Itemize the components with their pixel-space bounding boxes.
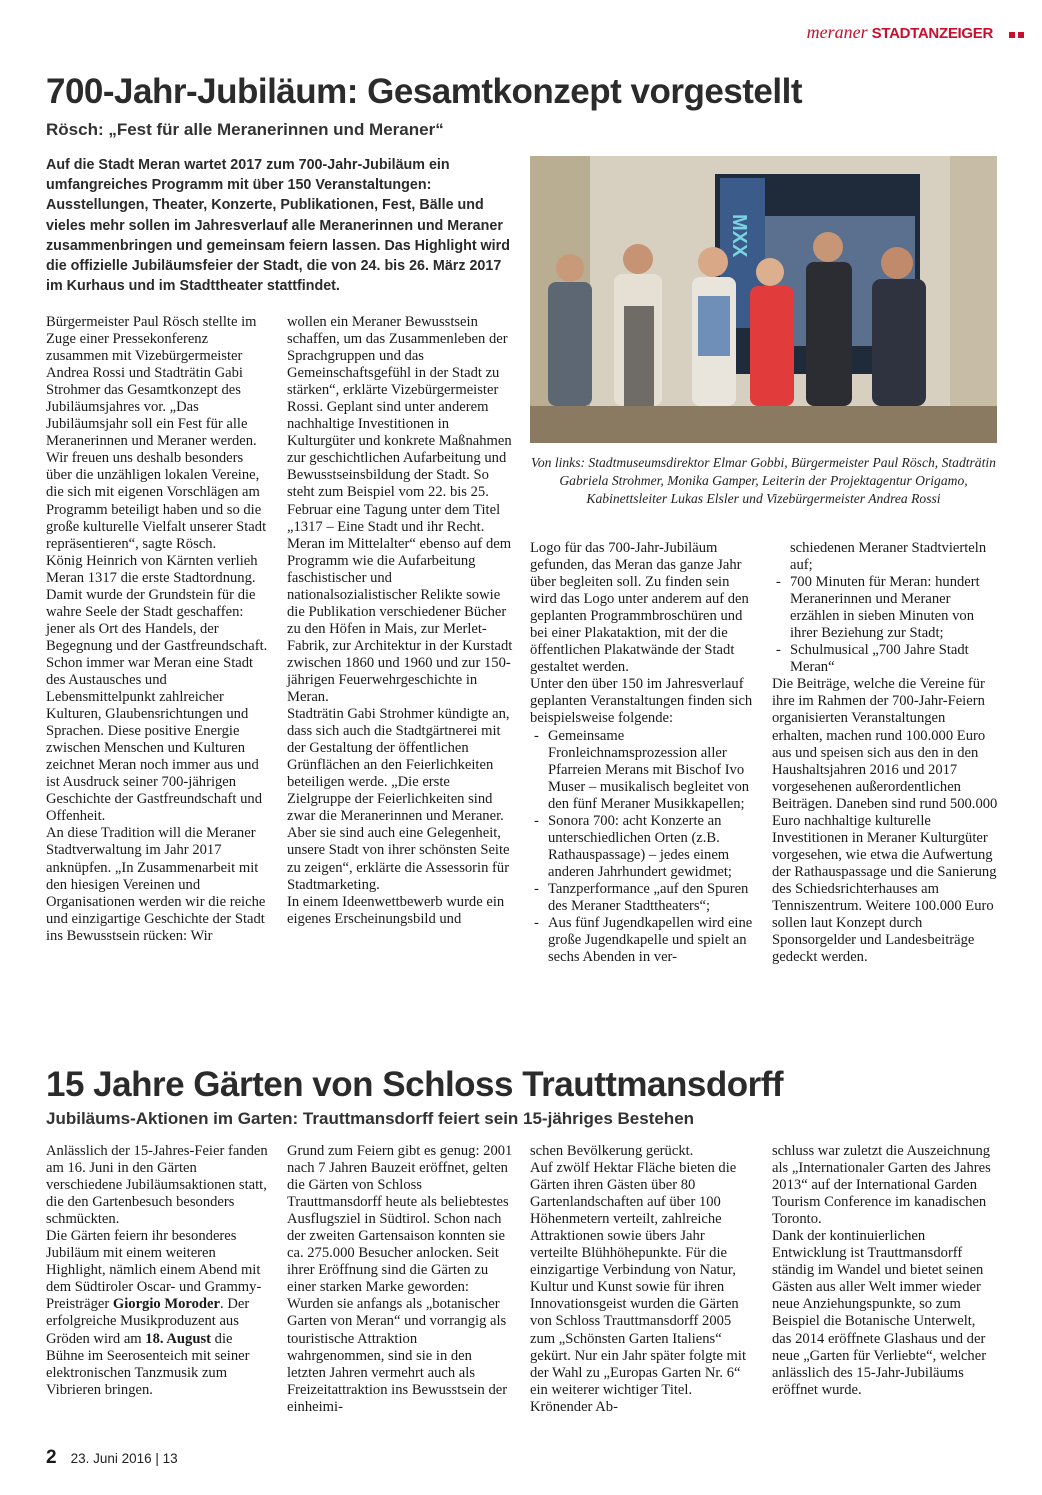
paragraph: Bürgermeister Paul Rösch stellte im Zuge einer Pressekonferenz zusammen mit Vizebürgermeister Andrea Rossi und Stadträtin Gabi Strohmer das Gesamtkonzept des Jubiläumsjahres vor. „Das Jubiläumsjahr soll ein Fest für alle Meranerinnen und Meraner werden. Wir freuen uns deshalb besonders über die unzähligen lokalen Vereine, die sich mit eigenen Vorschlägen am Programm beteiligt haben und so die große kulturelle Vielfalt unserer Stadt repräsentieren“, sagte Rösch. [46,314,267,552]
paragraph: Auf zwölf Hektar Fläche bieten die Gärten ihren Gästen über 80 Gartenlandschaften auf über 100 Höhenmetern verteilt, zahlreiche Attraktionen sowie übers Jahr verteilte Blühhöhepunkte. Für die einzigartige Verbindung von Natur, Kultur und Kunst sowie für ihren Innovationsgeist wurden die Gärten von Schloss Trauttmansdorff 2005 zum „Schönsten Garten Italiens“ gekürt. Nur ein Jahr später folgte mit der Wahl zu „Europas Garten Nr. 6“ ein weiterer wichtiger Titel. Krönender Ab- [530,1160,747,1415]
paragraph: schluss war zuletzt die Auszeichnung als „Internationaler Garten des Jahres 2013“ auf der International Garden Tourism Conference im kanadischen Toronto. [772,1143,991,1228]
paragraph: Dank der kontinuierlichen Entwicklung ist Trauttmansdorff ständig im Wandel und bietet seinen Gästen aus aller Welt immer wieder neue Anziehungspunkte, so zum Beispiel die Botanische Unterwelt, das 2014 eröffnete Glashaus und der neue „Garten für Verliebte“, welcher anlässlich des 15-Jahr-Jubiläums eröffnet wurde. [772,1228,987,1398]
article1-column-4 [772,540,998,966]
text-run: die Bühne im Seerosenteich mit seiner elektronischen Tanzmusik zum Vibrieren bringen. [46,1330,250,1398]
paragraph: Stadträtin Gabi Strohmer kündigte an, dass sich auch die Stadtgärtnerei mit der Gestaltung der öffentlichen Grünflächen an den Feierlichkeiten beteiligen werde. „Die erste Zielgruppe der Feierlichkeiten sind zwar die Meranerinnen und Meraner. Aber sie sind auch eine Gelegenheit, unsere Stadt von ihrer schönsten Seite zu zeigen“, erklärte die Assessorin für Stadtmarketing. [287,706,510,893]
event-list [530,728,756,967]
issue-date: 23. Juni 2016 | 13 [70,1451,178,1466]
page-number: 2 [46,1447,57,1468]
article2-column-3 [530,1143,756,1416]
list-item: - Gemeinsame Fronleichnamsprozession aller Pfarreien Merans mit Bischof Ivo Muser – musikalisch begleitet von den fünf Meraner Musikkapellen; [530,728,756,813]
article1-subheadline: Rösch: „Fest für alle Meranerinnen und Meraner“ [46,120,444,139]
article1-photo-caption: Von links: Stadtmuseumsdirektor Elmar Gobbi, Bürgermeister Paul Rösch, Stadträtin Gabriela Strohmer, Monika Gamper, Leiterin der Projektagentur Origamo, Kabinettsleiter Lukas Elsler und Vizebürgermeister Andrea Rossi [531,455,996,506]
page-footer [46,1447,178,1469]
paragraph: In einem Ideenwettbewerb wurde ein eigenes Erscheinungsbild und [287,893,505,927]
article2-column-4 [772,1143,998,1399]
article1-lead: Auf die Stadt Meran wartet 2017 zum 700-Jahr-Jubiläum ein umfangreiches Programm mit über 150 Veranstaltungen: Ausstellungen, Theater, Konzerte, Publikationen, Fest, Bälle und vieles mehr sollen im Jahresverlauf alle Meranerinnen und Meraner zusammenbringen und gemeinsam feiern lassen. Das Highlight wird die offizielle Jubiläumsfeier der Stadt, die von 24. bis 26. März 2017 im Kurhaus und im Stadttheater stattfindet. [46,157,510,295]
paragraph [46,1228,270,1398]
photo-screen-text: MXX [728,214,750,258]
article1-column-2 [287,314,513,928]
article2-subheadline: Jubiläums-Aktionen im Garten: Trauttmansdorff feiert sein 15-jähriges Bestehen [46,1109,695,1128]
article1-column-1 [46,314,270,945]
list-item: - Schulmusical „700 Jahre Stadt Meran“ [772,642,998,676]
paragraph: König Heinrich von Kärnten verlieh Meran 1317 die erste Stadtordnung. Damit wurde der Grundstein für die wahre Seele der Stadt geschaffen: jener als Ort des Handels, der Begegnung und der Gastfreundschaft. Schon immer war Meran eine Stadt des Austausches und Lebensmittelpunkt zahlreicher Kulturen, Glaubensrichtungen und Sprachen. Diese positive Energie zwischen Menschen und Kulturen zeichnet Meran noch immer aus und ist Ausdruck seiner 700-jährigen Geschichte der Gastfreundschaft und Offenheit. [46,552,268,825]
article1-photo [530,156,997,443]
text-run: Die Gärten feiern ihr besonderes Jubiläum mit einem weiteren Highlight, nämlich einem Abend mit dem Südtiroler Oscar- und Grammy-Preisträger [46,1228,262,1313]
paragraph: An diese Tradition will die Meraner Stadtverwaltung im Jahr 2017 anknüpfen. „In Zusammenarbeit mit den hiesigen Vereinen und Organisationen werden wir die reiche und einzigartige Geschichte der Stadt ins Bewusstsein rücken: Wir [46,825,266,944]
masthead-brand: meraner [806,22,868,42]
list-item: - Sonora 700: acht Konzerte an unterschiedlichen Orten (z.B. Rathauspassage) – jedes einem anderen Jahrhundert gewidmet; [530,813,756,881]
article1-column-3 [530,540,756,966]
list-continuation: schiedenen Meraner Stadtvierteln auf; [790,540,987,574]
article2-column-2 [287,1143,513,1416]
list-item: - Aus fünf Jugendkapellen wird eine große Jugendkapelle und spielt an sechs Abenden in ver- [530,915,756,966]
bold-name: Giorgio Moroder [112,1296,221,1313]
event-list-continued [772,574,998,676]
paragraph: Anlässlich der 15-Jahres-Feier fanden am 16. Juni in den Gärten verschiedene Jubiläumsaktionen statt, die den Gartenbesuch besonders schmückten. [46,1143,268,1228]
article1-headline: 700-Jahr-Jubiläum: Gesamtkonzept vorgestellt [46,72,802,111]
paragraph: Unter den über 150 im Jahresverlauf geplanten Veranstaltungen finden sich beispielsweise folgende: [530,676,753,727]
paragraph: Logo für das 700-Jahr-Jubiläum gefunden, das Meran das ganze Jahr über begleiten soll. Zu finden sein wird das Logo unter anderem auf den geplanten Programmbroschüren und bei einer Plakataktion, mit der die öffentlichen Plakatwände der Stadt gestaltet werden. [530,540,749,676]
paragraph: Die Beiträge, welche die Vereine für ihre im Rahmen der 700-Jahr-Feiern organisierten Veranstaltungen erhalten, machen rund 100.000 Euro aus und speisen sich aus den in den Haushaltsjahren 2016 und 2017 vorgesehenen außerordentlichen Beiträgen. Daneben sind rund 500.000 Euro nachhaltige kulturelle Investitionen in Meraner Kulturgüter vorgesehen, wie etwa die Aufwertung der Rathauspassage und die Sanierung des Schiedsrichterhauses am Tenniszentrum. Weitere 100.000 Euro sollen laut Konzept durch Sponsorgelder und Landesbeiträge gedeckt werden. [772,676,998,966]
masthead-squares-icon [1009,32,1024,38]
text-run: . Der erfolgreiche Musikproduzent aus Gröden wird am [46,1296,250,1347]
paragraph: wollen ein Meraner Bewusstsein schaffen, um das Zusammenleben der Sprachgruppen und das Gemeinschaftsgefühl in der Stadt zu stärken“, erklärte Vizebürgermeister Rossi. Geplant sind unter anderem nachhaltige Investitionen in Kulturgüter und konkrete Maßnahmen zur geschichtlichen Aufarbeitung und Bewusstseinsbildung der Stadt. So steht zum Beispiel vom 22. bis 25. Februar eine Tagung unter dem Titel „1317 – Eine Stadt und ihr Recht. Meran im Mittelalter“ ebenso auf dem Programm wie die Aufarbeitung faschistischer und nationalsozialistischer Relikte sowie die Publikation verschiedener Bücher zu den Höfen in Mais, zur Merlet-Fabrik, zur Architektur in der Kurstadt zwischen 1860 und 1960 und zur 150-jährigen Feuerwehrgeschichte in Meran. [287,314,513,706]
article2-headline: 15 Jahre Gärten von Schloss Trauttmansdorff [46,1065,784,1104]
list-item: - Tanzperformance „auf den Spuren des Meraner Stadttheaters“; [530,881,756,915]
list-item: - 700 Minuten für Meran: hundert Meranerinnen und Meraner erzählen in sieben Minuten von ihrer Beziehung zur Stadt; [772,574,998,642]
article2-column-1 [46,1143,270,1399]
bold-date: 18. August [145,1330,211,1347]
masthead-title: STADTANZEIGER [871,25,993,42]
paragraph: schen Bevölkerung gerückt. [530,1143,694,1159]
masthead [807,22,1024,43]
paragraph: Grund zum Feiern gibt es genug: 2001 nach 7 Jahren Bauzeit eröffnet, gelten die Gärten von Schloss Trauttmansdorff heute als beliebtestes Ausflugsziel in Südtirol. Schon nach der zweiten Gartensaison konnten sie ca. 275.000 Besucher anlocken. Seit ihrer Eröffnung sind die Gärten zu einer starken Marke geworden: Wurden sie anfangs als „botanischer Garten von Meran“ und vorrangig als touristische Attraktion wahrgenommen, sind sie in den letzten Jahren vermehrt auch als Freizeitattraktion ins Bewusstsein der einheimi- [287,1143,513,1415]
